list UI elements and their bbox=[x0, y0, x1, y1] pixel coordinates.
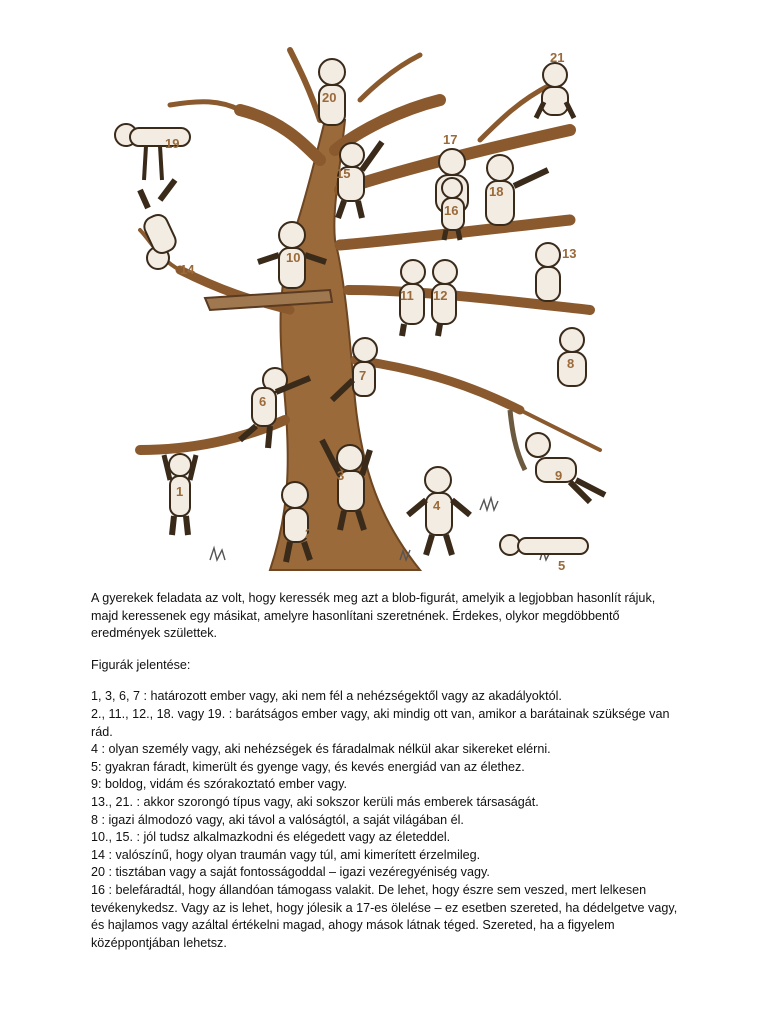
blob-tree-illustration bbox=[100, 40, 620, 580]
figure-label-11: 11 bbox=[400, 288, 414, 303]
figure-label-3: 3 bbox=[337, 468, 345, 483]
rope bbox=[510, 410, 525, 470]
figure-label-18: 18 bbox=[489, 184, 504, 199]
figure-label-13: 13 bbox=[562, 246, 577, 261]
figure-label-20: 20 bbox=[322, 90, 337, 105]
figure-label-16: 16 bbox=[444, 203, 459, 218]
meaning-item: 4 : olyan személy vagy, aki nehézségek és fáradalmak nélkül akar sikereket elérni. bbox=[91, 742, 551, 757]
meaning-item: 9: boldog, vidám és szórakoztató ember vagy. bbox=[91, 777, 347, 792]
document-text bbox=[91, 590, 681, 952]
meaning-item: 2., 11., 12., 18. vagy 19. : barátságos ember vagy, aki mindig ott van, amikor a barátainak szüksége van rád. bbox=[91, 706, 670, 739]
figure-label-1: 1 bbox=[176, 484, 184, 499]
figure-label-6: 6 bbox=[259, 394, 267, 409]
figure-label-8: 8 bbox=[567, 356, 575, 371]
figure-label-15: 15 bbox=[336, 166, 351, 181]
figure-label-9: 9 bbox=[555, 468, 563, 483]
blob-tree-svg bbox=[100, 40, 620, 580]
figure-label-5: 5 bbox=[558, 558, 566, 573]
figure-label-19: 19 bbox=[165, 136, 180, 151]
meaning-item: 14 : valószínű, hogy olyan traumán vagy túl, ami kimerített érzelmileg. bbox=[91, 847, 481, 862]
meanings-list bbox=[91, 688, 681, 952]
figure-label-17: 17 bbox=[443, 132, 458, 147]
figure-label-12: 12 bbox=[433, 288, 448, 303]
meaning-item: 10., 15. : jól tudsz alkalmazkodni és elégedett vagy az életeddel. bbox=[91, 830, 451, 845]
meanings-heading: Figurák jelentése: bbox=[91, 657, 191, 672]
meaning-item: 13., 21. : akkor szorongó típus vagy, aki sokszor kerüli más emberek társaságát. bbox=[91, 794, 539, 809]
meaning-item: 20 : tisztában vagy a saját fontosságoddal – igazi vezéregyéniség vagy. bbox=[91, 865, 490, 880]
meaning-item: 16 : belefáradtál, hogy állandóan támogass valakit. De lehet, hogy észre sem veszed, mert lelkesen tevékenykedsz. Vagy az is lehet, hogy jólesik a 17-es ölelése – ez esetben szereted, ha dédelgetve vagy, és hajlamos vagy azáltal értékelni magad, ahogy mások látnak téged. Szereted, ha a figyelem középpontjában lehetsz. bbox=[91, 882, 678, 950]
blob-figure-5 bbox=[500, 535, 588, 555]
blob-figure-19 bbox=[115, 124, 190, 180]
meaning-item: 8 : igazi álmodozó vagy, aki távol a valóságtól, a saját világában él. bbox=[91, 812, 464, 827]
figure-label-21: 21 bbox=[550, 50, 565, 65]
figure-label-14: 14 bbox=[180, 262, 195, 277]
intro-paragraph: A gyerekek feladata az volt, hogy keressék meg azt a blob-figurát, amelyik a legjobban hasonlít rájuk, majd keressenek egy másikat, amelyre hasonlítani szeretnének. Érdekes, olykor megdöbbentő eredmények születtek. bbox=[91, 591, 656, 641]
figure-label-7: 7 bbox=[359, 368, 367, 383]
blob-figure-14 bbox=[140, 180, 179, 269]
meaning-item: 1, 3, 6, 7 : határozott ember vagy, aki nem fél a nehézségektől vagy az akadályoktól. bbox=[91, 689, 562, 704]
figure-label-2: 2 bbox=[305, 526, 313, 541]
meaning-item: 5: gyakran fáradt, kimerült és gyenge vagy, és kevés energiád van az élethez. bbox=[91, 759, 525, 774]
blob-figure-13 bbox=[536, 243, 560, 301]
blob-figure-9 bbox=[526, 433, 605, 502]
figure-label-10: 10 bbox=[286, 250, 301, 265]
figure-label-4: 4 bbox=[433, 498, 441, 513]
